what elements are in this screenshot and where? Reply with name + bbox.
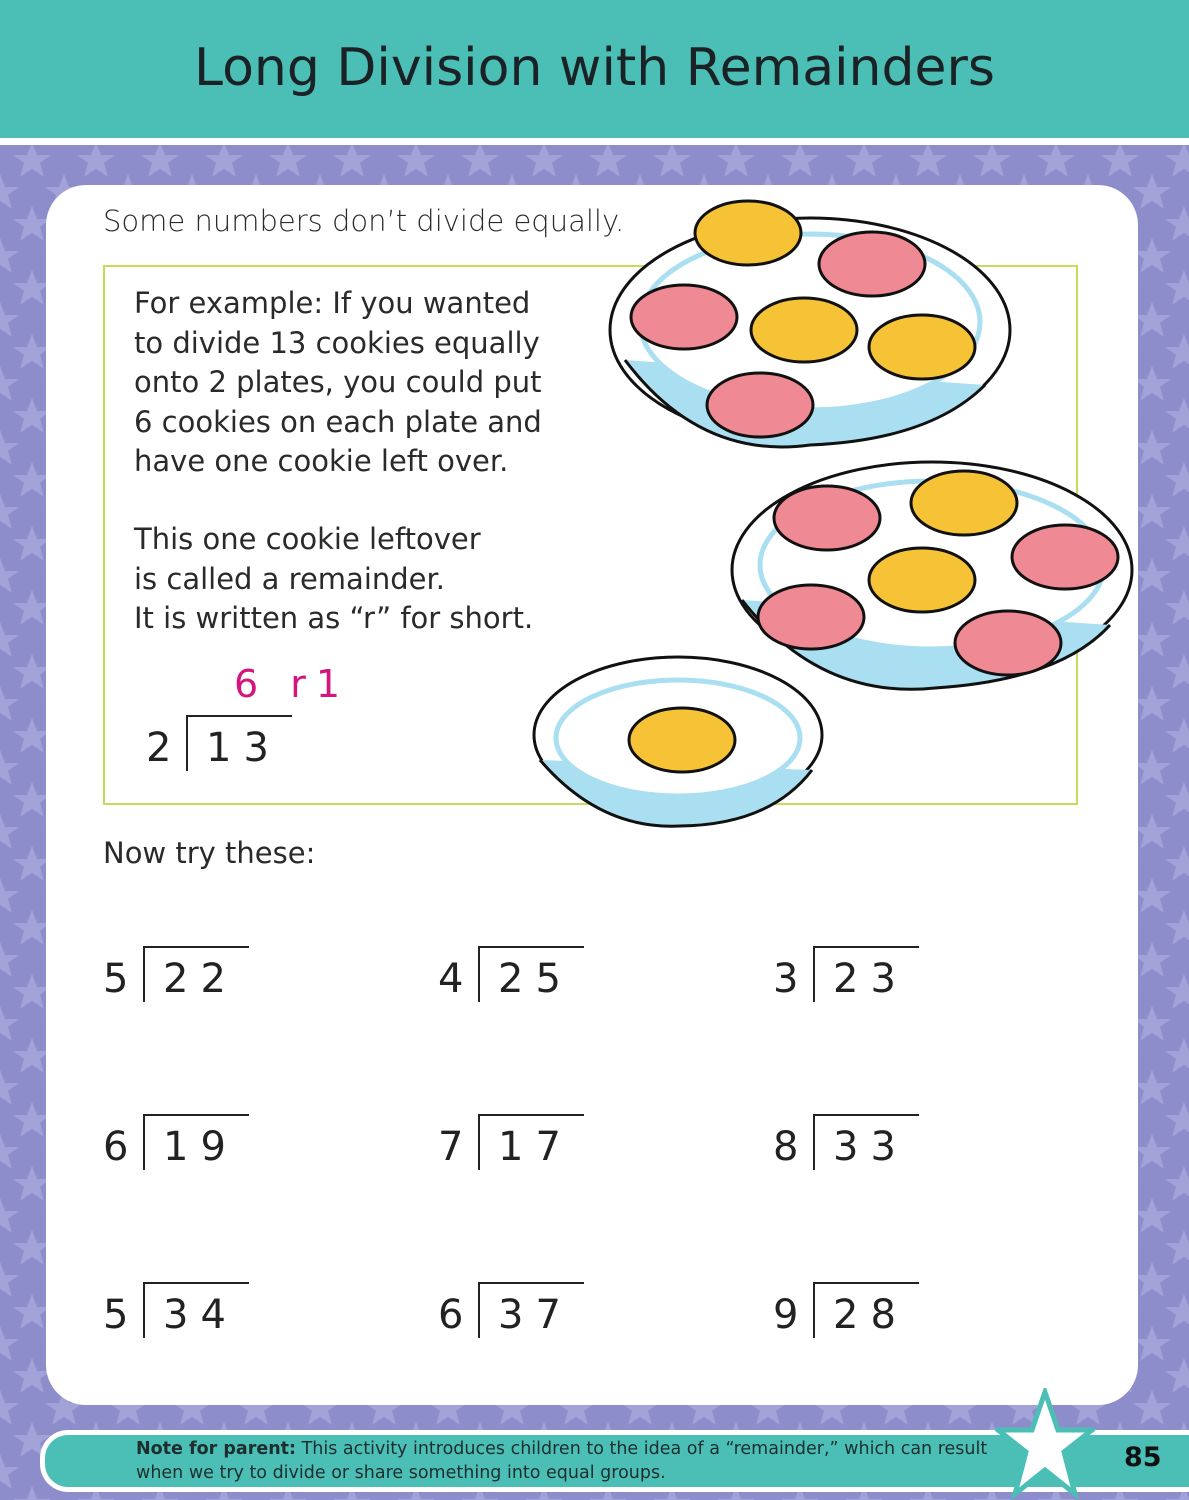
text-line: This one cookie leftover — [134, 522, 481, 556]
dividend: 25 — [498, 956, 573, 1002]
intro-text: Some numbers don’t divide equally. — [103, 204, 625, 238]
cookie-yellow — [695, 201, 801, 265]
cookie-pink — [631, 285, 737, 349]
problem-8 — [438, 1282, 588, 1338]
parent-note — [136, 1437, 996, 1485]
divisor: 9 — [773, 1292, 811, 1338]
dividend: 37 — [498, 1292, 573, 1338]
cookie-yellow — [629, 708, 735, 772]
cookie-pink — [819, 232, 925, 296]
text-line: 6 cookies on each plate and — [134, 404, 542, 439]
dividend: 23 — [833, 956, 908, 1002]
dividend: 34 — [163, 1292, 238, 1338]
divisor: 5 — [103, 956, 141, 1002]
problem-5 — [438, 1114, 588, 1170]
problem-4 — [103, 1114, 253, 1170]
cookie-pink — [955, 611, 1061, 675]
example-paragraph-1 — [134, 284, 542, 482]
example-paragraph-2 — [134, 520, 533, 639]
example-answer: 6 r1 — [234, 662, 351, 706]
cookie-pink — [758, 585, 864, 649]
text-line: is called a remainder. — [134, 561, 445, 596]
dividend: 17 — [498, 1124, 573, 1170]
cookies-on-plates-illustration — [520, 195, 1140, 835]
cookie-yellow — [911, 471, 1017, 535]
text-line: onto 2 plates, you could put — [134, 365, 542, 399]
cookie-yellow — [869, 315, 975, 379]
divisor: 8 — [773, 1124, 811, 1170]
page-number: 85 — [1124, 1442, 1162, 1473]
star-icon — [995, 1388, 1095, 1500]
dividend: 19 — [163, 1124, 238, 1170]
divisor: 7 — [438, 1124, 476, 1170]
text-line: It is written as “r” for short. — [134, 601, 534, 635]
problem-3 — [773, 946, 923, 1002]
problem-2 — [438, 946, 588, 1002]
dividend: 28 — [833, 1292, 908, 1338]
divisor: 2 — [146, 725, 184, 771]
problem-7 — [103, 1282, 253, 1338]
cookie-yellow — [751, 298, 857, 362]
divisor: 6 — [103, 1124, 141, 1170]
dividend: 22 — [163, 956, 238, 1002]
example-long-division — [146, 715, 296, 771]
text-line: For example: If you wanted — [134, 286, 531, 320]
text-line: have one cookie left over. — [134, 444, 509, 478]
prompt-text: Now try these: — [103, 836, 316, 870]
cookie-yellow — [869, 548, 975, 612]
note-label: Note for parent: — [136, 1439, 297, 1459]
divisor: 4 — [438, 956, 476, 1002]
cookie-pink — [1012, 525, 1118, 589]
problem-6 — [773, 1114, 923, 1170]
page-title: Long Division with Remainders — [194, 38, 995, 98]
header-banner — [0, 0, 1189, 145]
divisor: 3 — [773, 956, 811, 1002]
problem-1 — [103, 946, 253, 1002]
cookie-pink — [774, 486, 880, 550]
problem-9 — [773, 1282, 923, 1338]
dividend: 13 — [206, 725, 281, 771]
divisor: 5 — [103, 1292, 141, 1338]
cookie-pink — [707, 373, 813, 437]
text-line: to divide 13 cookies equally — [134, 325, 540, 360]
note-text: This activity introduces children to the idea of a “remainder,” which can result when we try to divide or share something into equal groups. — [136, 1439, 988, 1483]
dividend: 33 — [833, 1124, 908, 1170]
divisor: 6 — [438, 1292, 476, 1338]
